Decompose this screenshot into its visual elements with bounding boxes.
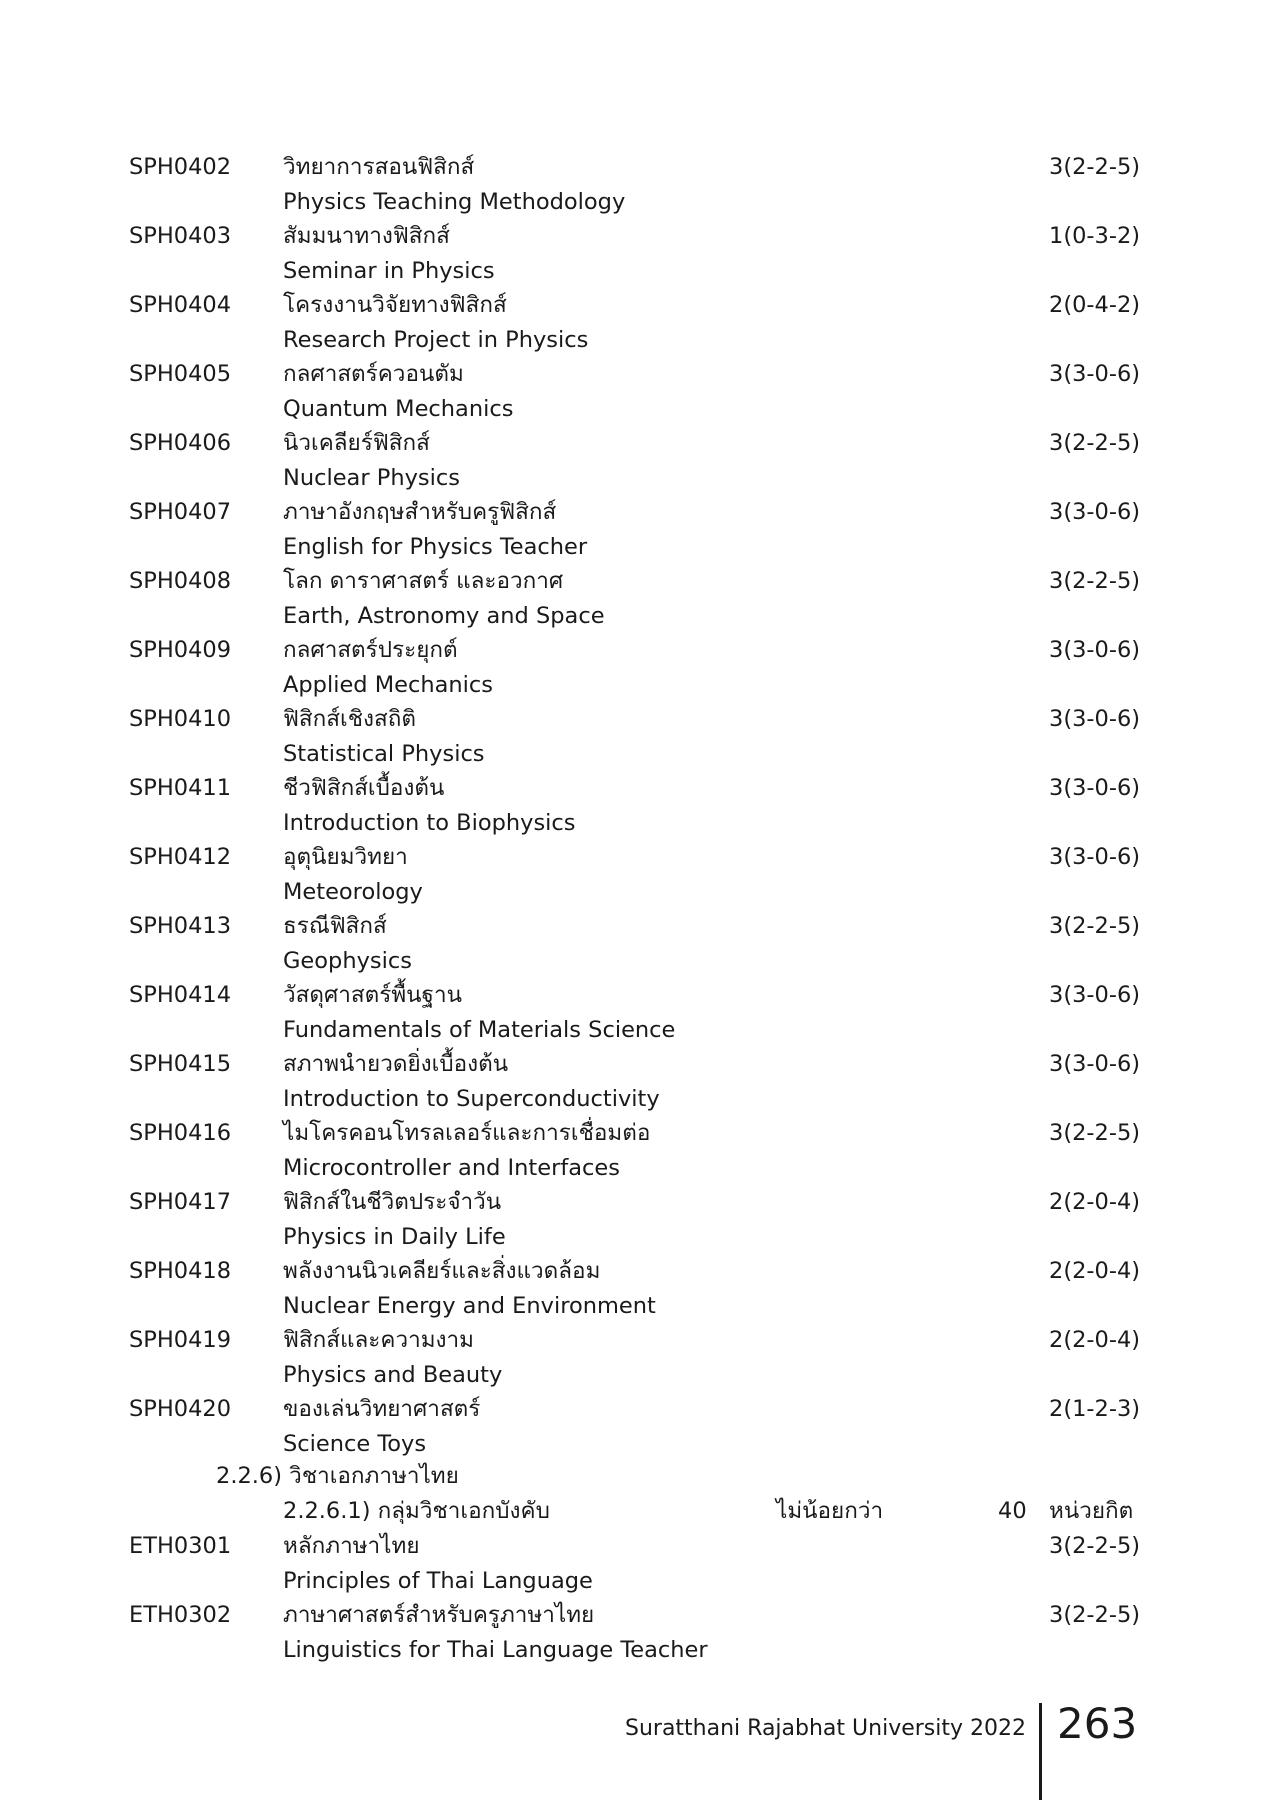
course-credits: 3(2-2-5) bbox=[1049, 568, 1141, 594]
course-title-english: Physics and Beauty bbox=[283, 1361, 503, 1388]
course-credits: 3(3-0-6) bbox=[1049, 706, 1141, 732]
footer-divider bbox=[1039, 1703, 1042, 1800]
course-entry bbox=[129, 219, 1141, 288]
course-code: SPH0407 bbox=[129, 499, 232, 525]
course-code: ETH0301 bbox=[129, 1533, 232, 1559]
course-credits: 2(0-4-2) bbox=[1049, 292, 1141, 318]
course-title-english: Nuclear Physics bbox=[283, 464, 460, 491]
course-code: SPH0413 bbox=[129, 913, 232, 939]
course-title-thai: ฟิสิกส์และความงาม bbox=[283, 1327, 474, 1353]
course-title-english: Linguistics for Thai Language Teacher bbox=[283, 1636, 708, 1663]
course-credits: 3(2-2-5) bbox=[1049, 154, 1141, 180]
course-entry bbox=[129, 1047, 1141, 1116]
course-title-english: Applied Mechanics bbox=[283, 671, 494, 698]
course-title-thai: วัสดุศาสตร์พื้นฐาน bbox=[283, 982, 462, 1008]
course-credits: 3(3-0-6) bbox=[1049, 844, 1141, 870]
course-title-english: Physics Teaching Methodology bbox=[283, 188, 626, 215]
course-title-thai: ฟิสิกส์ในชีวิตประจำวัน bbox=[283, 1189, 502, 1215]
course-credits: 3(3-0-6) bbox=[1049, 637, 1141, 663]
course-title-thai: ภาษาศาสตร์สำหรับครูภาษาไทย bbox=[283, 1602, 595, 1628]
course-title-english: Nuclear Energy and Environment bbox=[283, 1292, 656, 1319]
course-credits: 2(2-0-4) bbox=[1049, 1327, 1141, 1353]
course-title-thai: ฟิสิกส์เชิงสถิติ bbox=[283, 706, 416, 732]
course-code: SPH0414 bbox=[129, 982, 232, 1008]
course-title-thai: พลังงานนิวเคลียร์และสิ่งแวดล้อม bbox=[283, 1258, 601, 1284]
course-title-thai: ไมโครคอนโทรลเลอร์และการเชื่อมต่อ bbox=[283, 1120, 651, 1146]
course-title-english: Fundamentals of Materials Science bbox=[283, 1016, 676, 1043]
course-code: SPH0409 bbox=[129, 637, 232, 663]
course-code: SPH0404 bbox=[129, 292, 232, 318]
course-entry bbox=[129, 1254, 1141, 1323]
course-title-english: Principles of Thai Language bbox=[283, 1567, 593, 1594]
course-title-thai: กลศาสตร์ประยุกต์ bbox=[283, 637, 458, 663]
course-title-english: Statistical Physics bbox=[283, 740, 485, 767]
course-entry bbox=[129, 564, 1141, 633]
course-credits: 3(2-2-5) bbox=[1049, 1120, 1141, 1146]
course-title-thai: หลักภาษาไทย bbox=[283, 1533, 420, 1559]
thai-course-list bbox=[129, 1529, 1141, 1667]
page-number: 263 bbox=[1057, 1699, 1138, 1748]
course-title-thai: โลก ดาราศาสตร์ และอวกาศ bbox=[283, 568, 564, 594]
course-code: SPH0417 bbox=[129, 1189, 232, 1215]
course-entry bbox=[129, 1116, 1141, 1185]
course-title-english: Microcontroller and Interfaces bbox=[283, 1154, 620, 1181]
course-code: SPH0408 bbox=[129, 568, 232, 594]
course-credits: 3(2-2-5) bbox=[1049, 430, 1141, 456]
course-entry bbox=[129, 150, 1141, 219]
footer-university: Suratthani Rajabhat University 2022 bbox=[624, 1716, 1026, 1741]
physics-course-list bbox=[129, 150, 1141, 1461]
course-title-thai: สภาพนำยวดยิ่งเบื้องต้น bbox=[283, 1051, 509, 1077]
course-title-thai: วิทยาการสอนฟิสิกส์ bbox=[283, 154, 475, 180]
course-entry bbox=[129, 288, 1141, 357]
course-code: SPH0412 bbox=[129, 844, 232, 870]
course-title-thai: โครงงานวิจัยทางฟิสิกส์ bbox=[283, 292, 507, 318]
subsection-heading-row bbox=[0, 1494, 1267, 1528]
course-title-english: Earth, Astronomy and Space bbox=[283, 602, 605, 629]
course-entry bbox=[129, 1185, 1141, 1254]
course-entry bbox=[129, 633, 1141, 702]
course-title-thai: นิวเคลียร์ฟิสิกส์ bbox=[283, 430, 430, 456]
minimum-label: ไม่น้อยกว่า bbox=[776, 1498, 884, 1524]
course-title-english: English for Physics Teacher bbox=[283, 533, 588, 560]
course-code: SPH0419 bbox=[129, 1327, 232, 1353]
course-credits: 3(3-0-6) bbox=[1049, 982, 1141, 1008]
course-entry bbox=[129, 1323, 1141, 1392]
course-entry bbox=[129, 1392, 1141, 1461]
course-title-english: Introduction to Superconductivity bbox=[283, 1085, 660, 1112]
course-title-english: Seminar in Physics bbox=[283, 257, 495, 284]
course-code: SPH0418 bbox=[129, 1258, 232, 1284]
course-title-english: Physics in Daily Life bbox=[283, 1223, 506, 1250]
course-entry bbox=[129, 426, 1141, 495]
course-title-thai: ของเล่นวิทยาศาสตร์ bbox=[283, 1396, 481, 1422]
course-entry bbox=[129, 771, 1141, 840]
course-credits: 2(2-0-4) bbox=[1049, 1258, 1141, 1284]
course-title-english: Science Toys bbox=[283, 1430, 427, 1457]
course-title-english: Geophysics bbox=[283, 947, 412, 974]
course-entry bbox=[129, 978, 1141, 1047]
course-code: SPH0403 bbox=[129, 223, 232, 249]
course-code: SPH0416 bbox=[129, 1120, 232, 1146]
credit-unit: หน่วยกิต bbox=[1049, 1498, 1134, 1524]
course-title-thai: อุตุนิยมวิทยา bbox=[283, 844, 408, 870]
course-credits: 3(3-0-6) bbox=[1049, 1051, 1141, 1077]
course-title-thai: ภาษาอังกฤษสำหรับครูฟิสิกส์ bbox=[283, 499, 557, 525]
course-entry bbox=[129, 1598, 1141, 1667]
course-title-english: Research Project in Physics bbox=[283, 326, 589, 353]
subsection-label: 2.2.6.1) กลุ่มวิชาเอกบังคับ bbox=[283, 1498, 550, 1524]
course-code: SPH0415 bbox=[129, 1051, 232, 1077]
course-code: ETH0302 bbox=[129, 1602, 232, 1628]
section-heading: 2.2.6) วิชาเอกภาษาไทย bbox=[216, 1463, 459, 1489]
course-entry bbox=[129, 840, 1141, 909]
course-entry bbox=[129, 495, 1141, 564]
course-entry bbox=[129, 357, 1141, 426]
course-code: SPH0406 bbox=[129, 430, 232, 456]
course-title-english: Quantum Mechanics bbox=[283, 395, 514, 422]
course-credits: 3(3-0-6) bbox=[1049, 775, 1141, 801]
course-title-thai: ชีวฟิสิกส์เบื้องต้น bbox=[283, 775, 445, 801]
course-title-thai: สัมมนาทางฟิสิกส์ bbox=[283, 223, 450, 249]
credit-amount: 40 bbox=[998, 1498, 1027, 1524]
course-credits: 3(3-0-6) bbox=[1049, 499, 1141, 525]
course-credits: 3(2-2-5) bbox=[1049, 1533, 1141, 1559]
course-entry bbox=[129, 702, 1141, 771]
course-credits: 2(2-0-4) bbox=[1049, 1189, 1141, 1215]
course-title-english: Introduction to Biophysics bbox=[283, 809, 576, 836]
course-code: SPH0420 bbox=[129, 1396, 232, 1422]
course-entry bbox=[129, 1529, 1141, 1598]
course-code: SPH0402 bbox=[129, 154, 232, 180]
course-credits: 3(3-0-6) bbox=[1049, 361, 1141, 387]
course-credits: 1(0-3-2) bbox=[1049, 223, 1141, 249]
course-credits: 3(2-2-5) bbox=[1049, 913, 1141, 939]
course-credits: 3(2-2-5) bbox=[1049, 1602, 1141, 1628]
course-entry bbox=[129, 909, 1141, 978]
course-code: SPH0410 bbox=[129, 706, 232, 732]
course-title-thai: ธรณีฟิสิกส์ bbox=[283, 913, 387, 939]
course-title-thai: กลศาสตร์ควอนตัม bbox=[283, 361, 464, 387]
course-code: SPH0411 bbox=[129, 775, 232, 801]
course-credits: 2(1-2-3) bbox=[1049, 1396, 1141, 1422]
course-title-english: Meteorology bbox=[283, 878, 423, 905]
course-code: SPH0405 bbox=[129, 361, 232, 387]
